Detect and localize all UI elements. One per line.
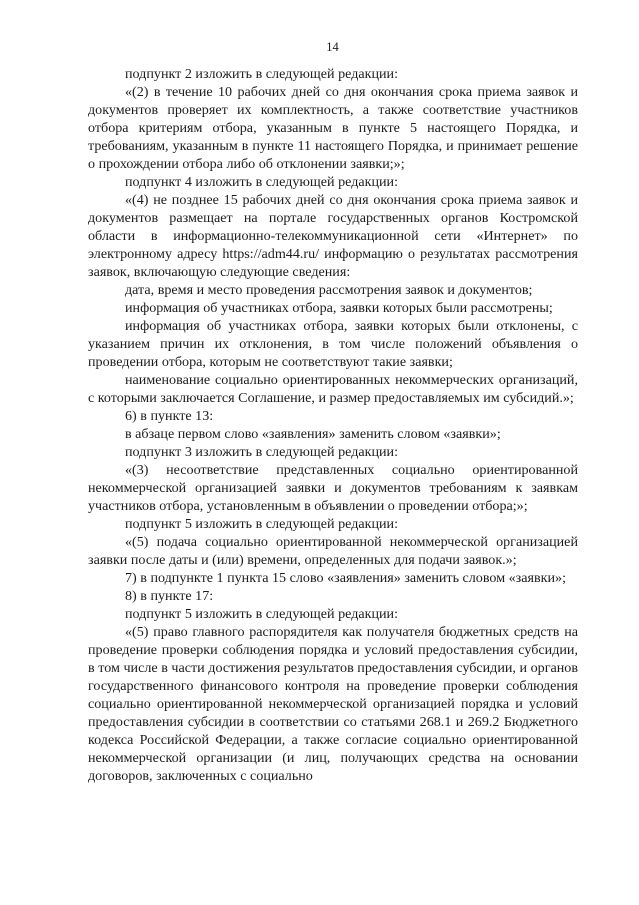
paragraph: «(5) право главного распорядителя как получателя бюджетных средств на проведение проверки соблюдения порядка и условий предоставления субсидии, в том числе в части достижения результатов предоставления субсидии, и органов государственного финансового контроля на проведение проверки соблюдения социально ориентированной некоммерческой организацией порядка и условий предоставления субсидии в соответствии со статьями 268.1 и 269.2 Бюджетного кодекса Российской Федерации, а также согласие социально ориентированной некоммерческой организации (и лиц, получающих средства на основании договоров, заключенных с социально <box>88 624 578 784</box>
paragraph: подпункт 2 изложить в следующей редакции: <box>125 66 399 82</box>
paragraph: информация об участниках отбора, заявки которых были рассмотрены; <box>125 300 553 316</box>
paragraph: подпункт 3 изложить в следующей редакции: <box>125 444 399 460</box>
paragraph: «(5) подача социально ориентированной некоммерческой организацией заявки после даты и (или) времени, определенных для подачи заявок.»; <box>88 534 578 568</box>
paragraph: 7) в подпункте 1 пункта 15 слово «заявления» заменить словом «заявки»; <box>125 570 566 586</box>
paragraph: «(3) несоответствие представленных социально ориентированной некоммерческой организацией заявки и документов требованиям к заявкам участников отбора, установленным в объявлении о проведении отбора;»; <box>88 462 578 514</box>
paragraph: подпункт 5 изложить в следующей редакции: <box>125 516 399 532</box>
paragraph: 8) в пункте 17: <box>125 588 214 604</box>
paragraph: информация об участниках отбора, заявки которых были отклонены, с указанием причин их отклонения, в том числе положений объявления о проведении отбора, которым не соответствуют такие заявки; <box>88 318 578 370</box>
paragraph: «(2) в течение 10 рабочих дней со дня окончания срока приема заявок и документов проверяет их комплектность, а также соответствие участников отбора критериям отбора, указанным в пункте 5 настоящего Порядка, и требованиям, указанным в пункте 11 настоящего Порядка, и принимает решение о прохождении отбора либо об отклонении заявки;»; <box>88 84 578 172</box>
document-body <box>88 65 578 785</box>
paragraph: подпункт 4 изложить в следующей редакции: <box>125 174 399 190</box>
paragraph: 6) в пункте 13: <box>125 408 214 424</box>
paragraph: дата, время и место проведения рассмотрения заявок и документов; <box>125 282 533 298</box>
paragraph: в абзаце первом слово «заявления» заменить словом «заявки»; <box>125 426 501 442</box>
paragraph: «(4) не позднее 15 рабочих дней со дня окончания срока приема заявок и документов размещает на портале государственных органов Костромской области в информационно-телекоммуникационной сети «Интернет» по электронному адресу https://adm44.ru/ информацию о результатах рассмотрения заявок, включающую следующие сведения: <box>88 192 578 280</box>
paragraph: подпункт 5 изложить в следующей редакции: <box>125 606 399 622</box>
paragraph: наименование социально ориентированных некоммерческих организаций, с которыми заключается Соглашение, и размер предоставляемых им субсидий.»; <box>88 372 578 406</box>
page-number: 14 <box>326 40 339 54</box>
